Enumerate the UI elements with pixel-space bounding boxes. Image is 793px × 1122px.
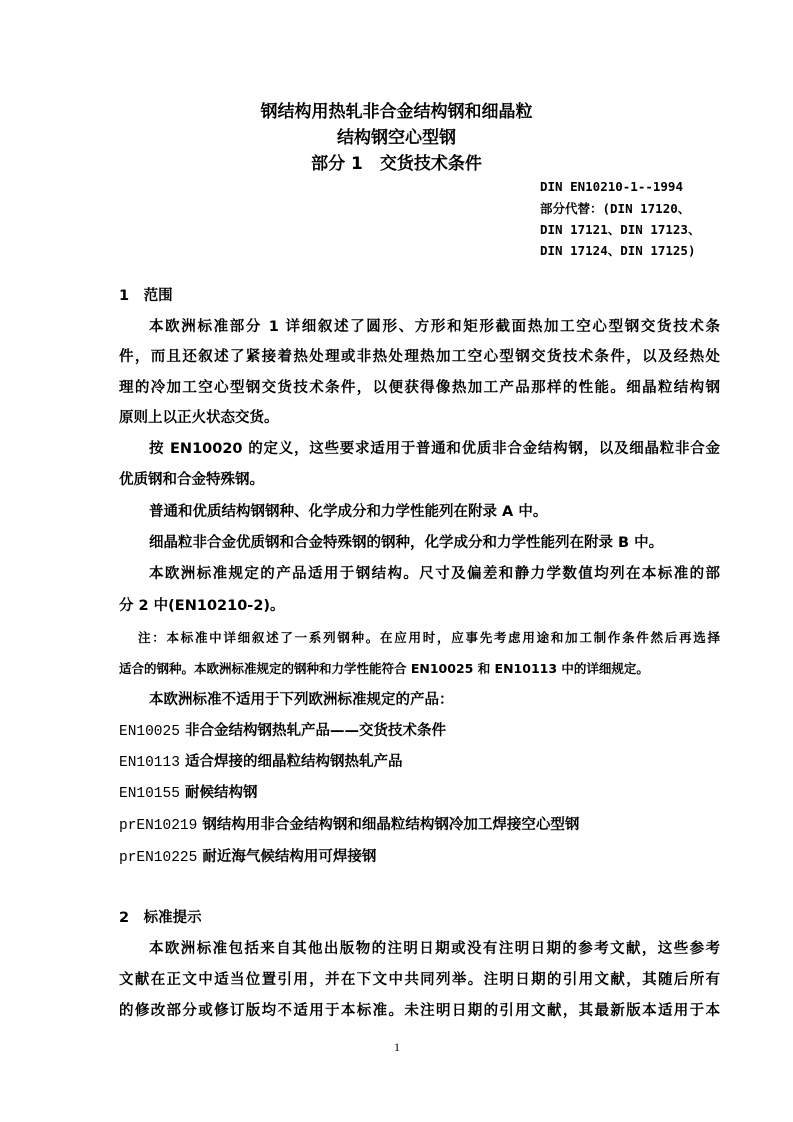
note-line: 注：本标准中详细叙述了一系列钢种。在应用时，应事先考虑用途和加工制作条件然后再选择 bbox=[138, 630, 720, 645]
standard-number: DIN EN10210-1--1994 bbox=[540, 179, 683, 194]
title-line-2: 结构钢空心型钢 bbox=[337, 128, 456, 148]
paragraph-line: 分 2 中(EN10210-2)。 bbox=[119, 598, 285, 614]
standard-code: EN10113 bbox=[119, 755, 180, 771]
standard-title: 耐近海气候结构用可焊接钢 bbox=[202, 849, 377, 865]
paragraph-line: 理的冷加工空心型钢交货技术条件，以便获得像热加工产品那样的性能。细晶粒结构钢 bbox=[119, 380, 720, 396]
standard-title: 耐候结构钢 bbox=[184, 785, 258, 801]
paragraph-line: 本欧洲标准规定的产品适用于钢结构。尺寸及偏差和静力学数值均列在本标准的部 bbox=[149, 566, 720, 582]
paragraph-line: 细晶粒非合金优质钢和合金特殊钢的钢种，化学成分和力学性能列在附录 B 中。 bbox=[149, 535, 664, 551]
standard-code: prEN10225 bbox=[119, 850, 198, 866]
excluded-standard-item bbox=[119, 815, 720, 836]
standard-title: 非合金结构钢热轧产品——交货技术条件 bbox=[184, 723, 446, 739]
note-line: 适合的钢种。本欧洲标准规定的钢种和力学性能符合 EN10025 和 EN10113 中的详细规定。 bbox=[119, 661, 649, 676]
paragraph-line: 本欧洲标准包括来自其他出版物的注明日期或没有注明日期的参考文献，这些参考 bbox=[149, 941, 720, 957]
title-line-3: 部分 1 交货技术条件 bbox=[311, 154, 482, 174]
standard-code: EN10155 bbox=[119, 786, 180, 802]
excluded-standard-item bbox=[119, 752, 720, 773]
standard-title: 适合焊接的细晶粒结构钢热轧产品 bbox=[184, 754, 403, 770]
standard-title: 钢结构用非合金结构钢和细晶粒结构钢冷加工焊接空心型钢 bbox=[202, 817, 580, 833]
replaces-line: DIN 17124、DIN 17125) bbox=[540, 243, 696, 258]
replaces-line: DIN 17121、DIN 17123、 bbox=[540, 222, 701, 237]
paragraph-line: 件，而且还叙述了紧接着热处理或非热处理热加工空心型钢交货技术条件，以及经热处 bbox=[119, 349, 720, 365]
paragraph-line: 原则上以正火状态交货。 bbox=[119, 410, 279, 426]
paragraph-line: 本欧洲标准不适用于下列欧洲标准规定的产品： bbox=[149, 692, 454, 708]
paragraph-line: 本欧洲标准部分 1 详细叙述了圆形、方形和矩形截面热加工空心型钢交货技术条 bbox=[149, 319, 720, 335]
excluded-standard-item bbox=[119, 783, 720, 804]
section-2-heading: 2 标准提示 bbox=[119, 910, 202, 926]
replaces-line: 部分代替：(DIN 17120、 bbox=[540, 201, 691, 216]
section-1-heading: 1 范围 bbox=[119, 288, 173, 304]
excluded-standard-item bbox=[119, 721, 720, 742]
paragraph-line: 按 EN10020 的定义，这些要求适用于普通和优质非合金结构钢，以及细晶粒非合金 bbox=[149, 441, 720, 457]
page-number: 1 bbox=[394, 1040, 400, 1054]
paragraph-line: 优质钢和合金特殊钢。 bbox=[119, 472, 264, 488]
excluded-standard-item bbox=[119, 847, 720, 868]
standard-code: prEN10219 bbox=[119, 818, 198, 834]
paragraph-line: 的修改部分或修订版均不适用于本标准。未注明日期的引用文献，其最新版本适用于本 bbox=[119, 1003, 720, 1019]
standard-code: EN10025 bbox=[119, 724, 180, 740]
paragraph-line: 普通和优质结构钢钢种、化学成分和力学性能列在附录 A 中。 bbox=[149, 504, 548, 520]
title-line-1: 钢结构用热轧非合金结构钢和细晶粒 bbox=[260, 102, 533, 122]
paragraph-line: 文献在正文中适当位置引用，并在下文中共同列举。注明日期的引用文献，其随后所有 bbox=[119, 972, 720, 988]
